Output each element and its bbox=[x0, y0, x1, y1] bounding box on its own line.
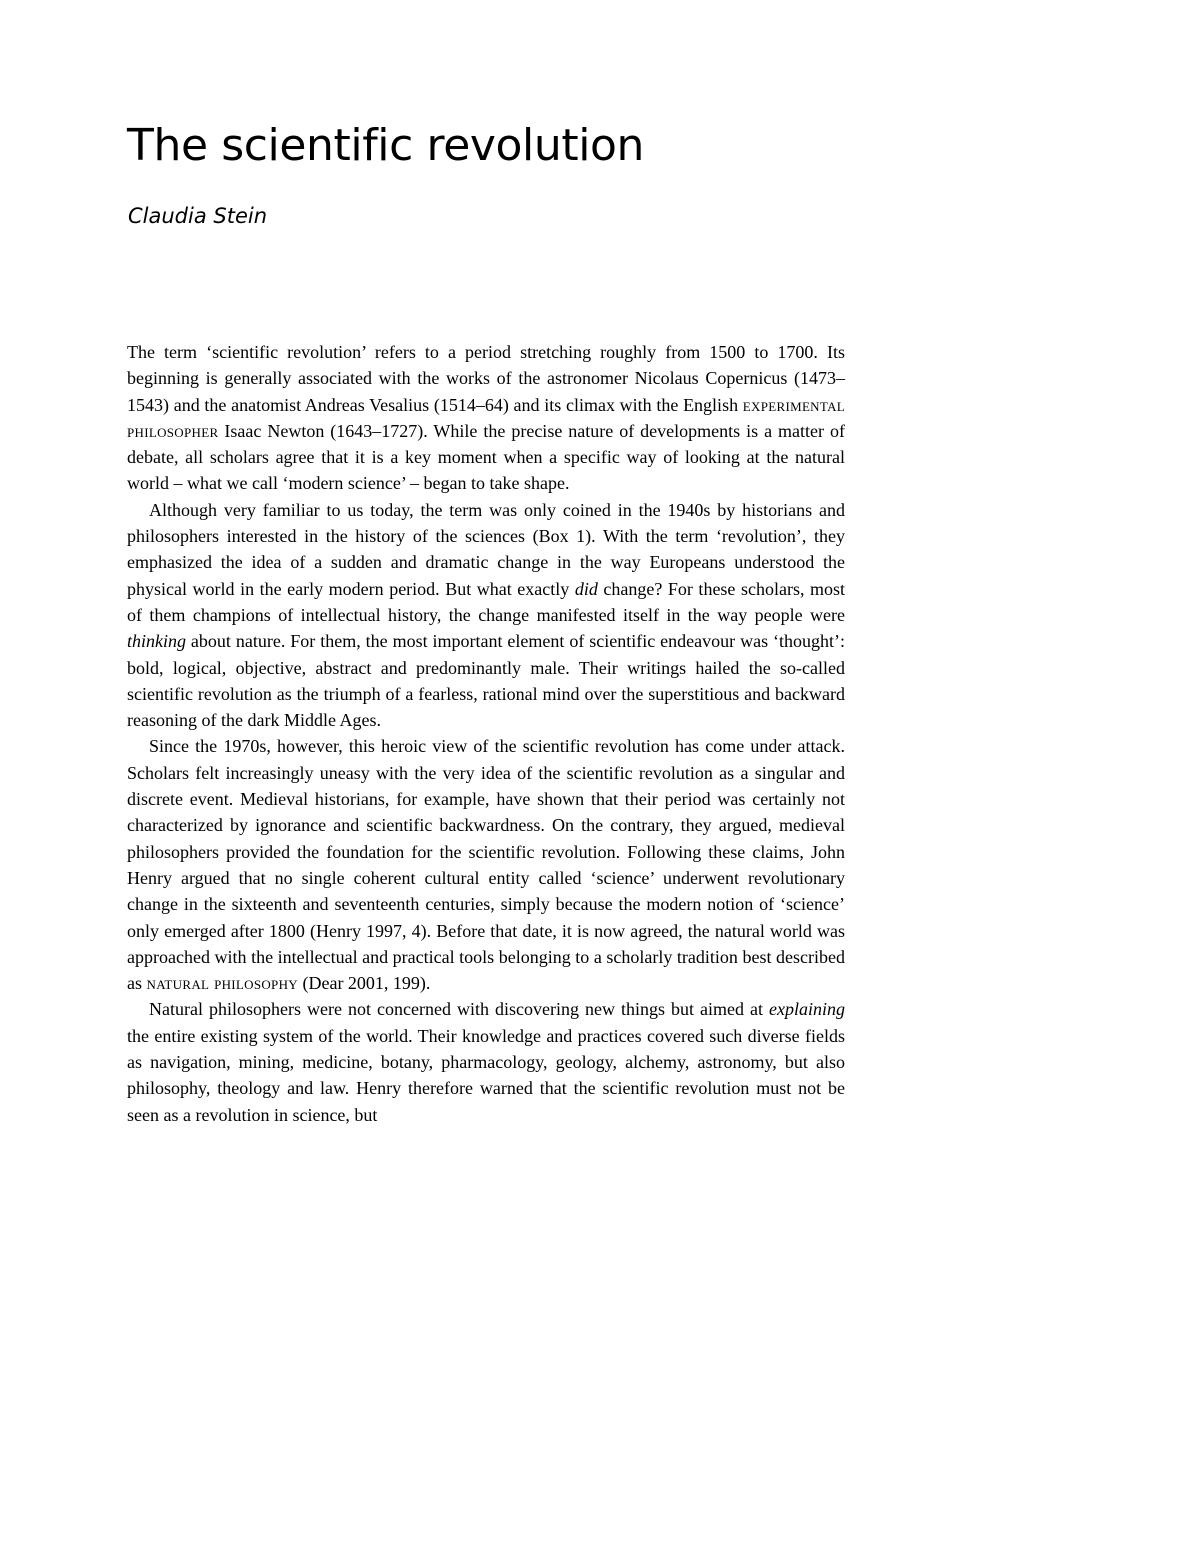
paragraph-text: Although very familiar to us today, the term was only coined in the 1940s by historians and philosophers interested in the history of the sciences (Box 1). With the term ‘revolution’, they emphasized the idea of a sudden and dramatic change in the way Europeans understood the physical world in the early modern period. But what exactly bbox=[127, 499, 845, 599]
glossary-term: natural philosophy bbox=[146, 973, 298, 994]
glossary-term: experimental philosopher bbox=[127, 394, 845, 441]
paragraph-text: Since the 1970s, however, this heroic view of the scientific revolution has come under attack. Scholars felt increasingly uneasy with the very idea of the scientific revolution as a singular and discrete event. Medieval historians, for example, have shown that their period was certainly not characterized by ignorance and scientific backwardness. On the contrary, they argued, medieval philosophers provided the foundation for the scientific revolution. Following these claims, John Henry argued that no single coherent cultural entity called ‘science’ underwent revolutionary change in the sixteenth and seventeenth centuries, simply because the modern notion of ‘science’ only emerged after 1800 (Henry 1997, 4). Before that date, it is now agreed, the natural world was approached with the intellectual and practical tools belonging to a scholarly tradition best described as bbox=[127, 736, 845, 994]
paragraph-text: change? For these scholars, most of them champions of intellectual history, the change manifested itself in the way people were bbox=[127, 578, 845, 625]
paragraph bbox=[127, 497, 845, 734]
emphasis-text: did bbox=[574, 578, 598, 599]
paragraph bbox=[127, 339, 845, 497]
paragraph-text: (Dear 2001, 199). bbox=[297, 973, 431, 994]
body-text bbox=[127, 339, 845, 1128]
paragraph-text: about nature. For them, the most important element of scientific endeavour was ‘thought’: bold, logical, objective, abstract and predominantly male. Their writings hailed the so-called scientific revolution as the triumph of a fearless, rational mind over the superstitious and backward reasoning of the dark Middle Ages. bbox=[127, 631, 845, 731]
paragraph bbox=[127, 996, 845, 1127]
chapter-title: The scientific revolution bbox=[127, 120, 645, 171]
emphasis-text: explaining bbox=[769, 999, 845, 1020]
chapter-author: Claudia Stein bbox=[128, 204, 268, 228]
emphasis-text: thinking bbox=[127, 631, 186, 652]
paragraph-text: The term ‘scientific revolution’ refers to a period stretching roughly from 1500 to 1700. Its beginning is generally associated with the works of the astronomer Nicolaus Copernicus (1473–1543) and the anatomist Andreas Vesalius (1514–64) and its climax with the English bbox=[127, 342, 845, 415]
paragraph-text: Isaac Newton (1643–1727). While the precise nature of developments is a matter of debate, all scholars agree that it is a key moment when a specific way of looking at the natural world – what we call ‘modern science’ – began to take shape. bbox=[127, 420, 845, 494]
paragraph-text: the entire existing system of the world. Their knowledge and practices covered such diverse fields as navigation, mining, medicine, botany, pharmacology, geology, alchemy, astronomy, but also philosophy, theology and law. Henry therefore warned that the scientific revolution must not be seen as a revolution in science, but bbox=[127, 1025, 845, 1125]
paragraph-text: Natural philosophers were not concerned with discovering new things but aimed at bbox=[149, 999, 770, 1020]
paragraph bbox=[127, 733, 845, 996]
